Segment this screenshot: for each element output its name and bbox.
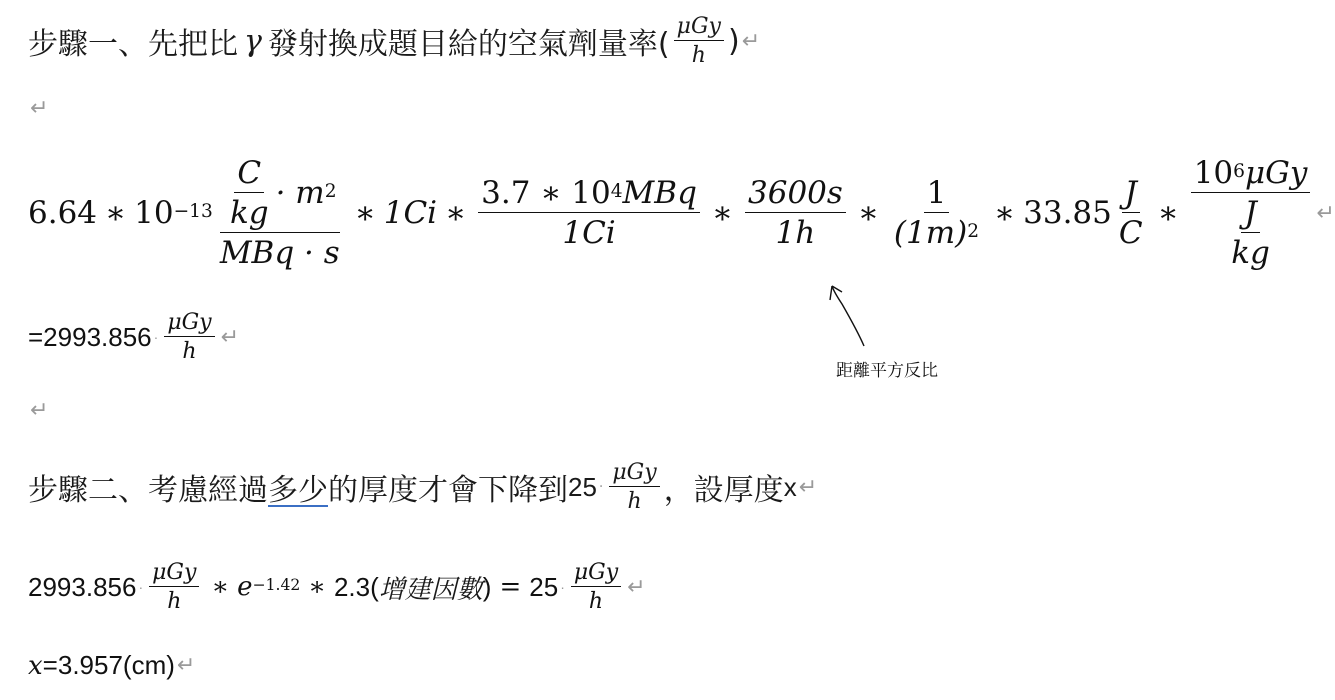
fraction-mbq-per-ci: [478, 175, 700, 251]
e-exponent: −1.42: [252, 576, 301, 594]
fraction-inverse-square: [891, 175, 982, 251]
close-paren: ): [482, 571, 492, 602]
step2-heading: [28, 460, 817, 514]
constant-3385: 33.85: [1023, 195, 1112, 231]
numerator-mbq: MBq: [622, 175, 697, 211]
unit-numerator: μGy: [164, 310, 214, 337]
paragraph-mark-icon: ↵: [798, 474, 818, 500]
nested-numerator-j: J: [1241, 195, 1259, 233]
equation-1: [28, 138, 1335, 288]
denominator-ci: 1Ci: [562, 215, 616, 251]
times-symbol: ∗: [354, 195, 376, 231]
times-symbol: ∗: [857, 195, 879, 231]
space-dot: ·: [153, 329, 159, 345]
annotation-inverse-square: 距離平方反比: [836, 361, 938, 381]
times-symbol: ∗: [308, 572, 326, 602]
paragraph-mark-icon: ↵: [741, 28, 761, 54]
step2-text-3: ，設厚度: [663, 473, 784, 508]
hand-drawn-arrow-icon: [824, 280, 874, 350]
equals-symbol: =: [499, 572, 522, 602]
numerator-37: 3.7 ∗ 10: [481, 175, 611, 211]
euler-e: e: [237, 572, 253, 602]
empty-paragraph: [28, 398, 48, 423]
answer-value: =3.957(cm): [42, 650, 175, 680]
paragraph-mark-icon: ↵: [1316, 200, 1335, 226]
step2-text: 步驟二、考慮經過: [28, 473, 268, 508]
times-symbol: ∗: [1157, 195, 1179, 231]
rhs-unit: [571, 560, 621, 614]
step1-close-paren: ): [727, 23, 740, 59]
curie-term: 1Ci: [383, 195, 438, 231]
unit-numerator: μGy: [674, 14, 724, 41]
coefficient: 6.64: [28, 195, 98, 231]
times-symbol: ∗: [994, 195, 1016, 231]
fraction-j-per-c: [1116, 175, 1146, 251]
nested-denominator-kg: kg: [1231, 235, 1270, 271]
space-dot: ·: [598, 479, 604, 495]
fraction-seconds-per-hour: [745, 175, 846, 251]
buildup-factor-label: 增建因數: [378, 574, 483, 605]
answer-variable: x: [28, 650, 43, 681]
equation-2: [28, 560, 646, 614]
unit-fraction: [674, 14, 724, 68]
numerator-1: 1: [924, 175, 950, 213]
target-value: 25: [568, 471, 597, 502]
empty-paragraph: [28, 96, 48, 121]
unit-numerator: μGy: [609, 460, 659, 487]
times-symbol: ∗: [445, 195, 467, 231]
denominator-exponent: 2: [967, 220, 980, 242]
step1-text-2: 發射換成題目給的空氣劑量率(: [267, 27, 670, 62]
nested-fraction-j-kg: [1228, 195, 1273, 271]
fraction-ckg-m2-per-mbq-s: [217, 155, 343, 271]
variable-x: x: [783, 471, 797, 502]
denominator-1m: (1m): [893, 215, 968, 251]
paragraph-mark-icon: ↵: [30, 398, 49, 423]
result-unit: [164, 310, 214, 364]
buildup-factor: 2.3(: [333, 571, 379, 602]
underlined-word: 多少: [268, 473, 328, 508]
rhs-value: 25: [529, 571, 559, 602]
numerator-c: C: [234, 155, 264, 193]
unit-denominator: h: [167, 589, 182, 614]
times-symbol: ∗: [105, 195, 127, 231]
denominator-c: C: [1118, 215, 1143, 251]
space-dot: ·: [560, 579, 565, 595]
unit-denominator: h: [691, 43, 706, 68]
step1-heading: [28, 14, 760, 68]
numerator-3600s: 3600s: [745, 175, 846, 213]
gamma-symbol: γ: [244, 23, 262, 59]
numerator-ugy: μGy: [1244, 155, 1308, 191]
denominator-kg: kg: [229, 195, 269, 231]
unit-numerator: μGy: [149, 560, 199, 587]
step2-text-2: 的厚度才會下降到: [328, 473, 568, 508]
denominator-1h: 1h: [775, 215, 816, 251]
space-dot: ·: [138, 579, 144, 595]
paragraph-mark-icon: ↵: [176, 653, 196, 678]
nested-fraction-c-kg: [227, 155, 272, 231]
times-symbol: ∗: [711, 195, 733, 231]
numerator-exponent: 4: [610, 180, 623, 202]
unit-denominator: h: [588, 589, 604, 614]
unit-denominator: h: [182, 339, 197, 364]
m-exponent: 2: [324, 180, 337, 202]
result-1: [28, 310, 239, 364]
m-term: · m: [275, 175, 325, 211]
paragraph-mark-icon: ↵: [30, 96, 49, 121]
lhs-value: 2993.856: [28, 571, 137, 602]
paragraph-mark-icon: ↵: [220, 324, 240, 350]
fraction-ugy-per-j-kg: [1191, 155, 1311, 271]
numerator-base: 10: [1193, 155, 1234, 191]
numerator-exponent: 6: [1233, 160, 1245, 182]
answer-line: [28, 650, 195, 681]
times-symbol: ∗: [211, 572, 230, 602]
numerator-j: J: [1122, 175, 1140, 213]
paragraph-mark-icon: ↵: [627, 574, 646, 600]
denominator-mbq-s: MBq · s: [219, 235, 340, 271]
unit-denominator: h: [627, 489, 642, 514]
power-exponent: −13: [173, 200, 213, 222]
unit-numerator: μGy: [571, 560, 621, 587]
result-value: =2993.856: [28, 321, 152, 352]
step2-unit: [609, 460, 659, 514]
lhs-unit: [149, 560, 199, 614]
step1-text: 步驟一、先把比: [28, 27, 238, 62]
power-base: 10: [134, 195, 174, 231]
